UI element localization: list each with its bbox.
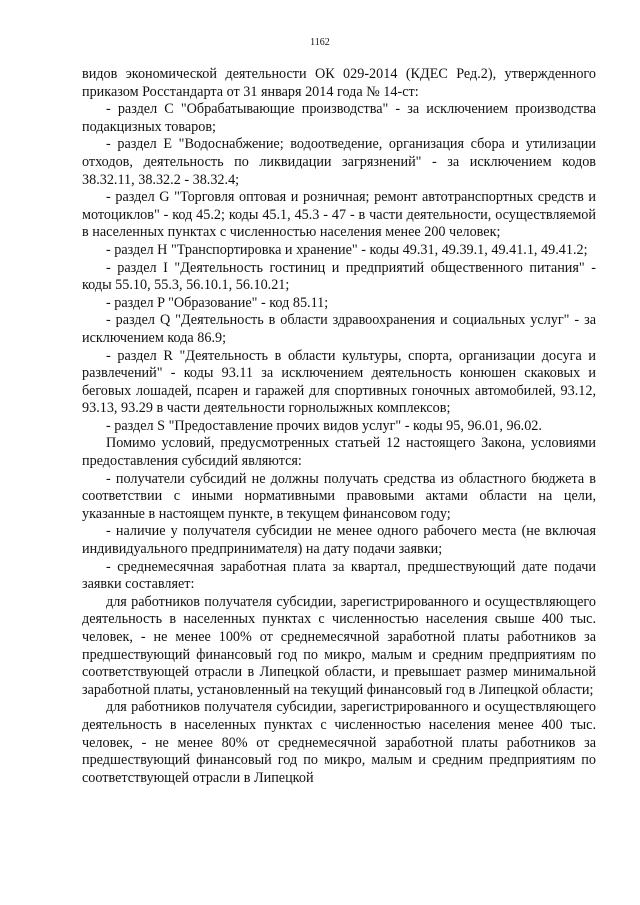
document-body — [82, 66, 596, 787]
paragraph: - получатели субсидий не должны получать средства из областного бюджета в соответствии с иными нормативными правовыми актами области на цели, указанные в настоящем пункте, в текущем финансовом году; — [82, 470, 596, 522]
page-number: 1162 — [310, 37, 330, 48]
paragraph: - раздел I "Деятельность гостиниц и предприятий общественного питания" - коды 55.10, 55.3, 56.10.1, 56.10.21; — [82, 259, 596, 294]
paragraph: для работников получателя субсидии, зарегистрированного и осуществляющего деятельность в населенных пунктах с численностью населения свыше 400 тыс. человек, - не менее 100% от среднемесячной заработной платы работников за предшествующий финансовый год по микро, малым и средним предприятиям по соответствующей отрасли в Липецкой области, и превышает размер минимальной заработной платы, установленный на текущий финансовый год в Липецкой области; — [82, 593, 596, 698]
paragraph: - раздел R "Деятельность в области культуры, спорта, организации досуга и развлечений" - коды 93.11 за исключением деятельность конюшен скаковых и беговых лошадей, псарен и гаражей для спортивных гоночных автомобилей, 93.12, 93.13, 93.29 в части деятельности горнолыжных комплексов; — [82, 347, 596, 417]
paragraph: Помимо условий, предусмотренных статьей 12 настоящего Закона, условиями предоставления субсидий являются: — [82, 435, 596, 470]
paragraph: - раздел Е "Водоснабжение; водоотведение, организация сбора и утилизации отходов, деятельность по ликвидации загрязнений" - за исключением кодов 38.32.11, 38.32.2 - 38.32.4; — [82, 136, 596, 188]
paragraph: - раздел Q "Деятельность в области здравоохранения и социальных услуг" - за исключением кода 86.9; — [82, 312, 596, 346]
paragraph: видов экономической деятельности ОК 029-2014 (КДЕС Ред.2), утвержденного приказом Росстандарта от 31 января 2014 года № 14-ст: — [82, 66, 596, 100]
paragraph: - наличие у получателя субсидии не менее одного рабочего места (не включая индивидуального предпринимателя) на дату подачи заявки; — [82, 523, 596, 558]
paragraph: - раздел G "Торговля оптовая и розничная; ремонт автотранспортных средств и мотоциклов" - код 45.2; коды 45.1, 45.3 - 47 - в части деятельности, осуществляемой в населенных пунктах с численностью населения менее 200 человек; — [82, 189, 596, 241]
paragraph: - раздел H "Транспортировка и хранение" - коды 49.31, 49.39.1, 49.41.1, 49.41.2; — [106, 241, 588, 258]
paragraph: - среднемесячная заработная плата за квартал, предшествующий дате подачи заявки составляет: — [82, 558, 596, 593]
paragraph: - раздел P "Образование" - код 85.11; — [106, 294, 329, 311]
paragraph: - раздел S "Предоставление прочих видов услуг" - коды 95, 96.01, 96.02. — [106, 417, 542, 434]
paragraph: - раздел С "Обрабатывающие производства" - за исключением производства подакцизных товаров; — [82, 101, 596, 135]
paragraph: для работников получателя субсидии, зарегистрированного и осуществляющего деятельность в населенных пунктах с численностью населения менее 400 тыс. человек, - не менее 80% от среднемесячной заработной платы работников за предшествующий финансовый год по микро, малым и средним предприятиям по соответствующей отрасли в Липецкой — [82, 699, 596, 786]
